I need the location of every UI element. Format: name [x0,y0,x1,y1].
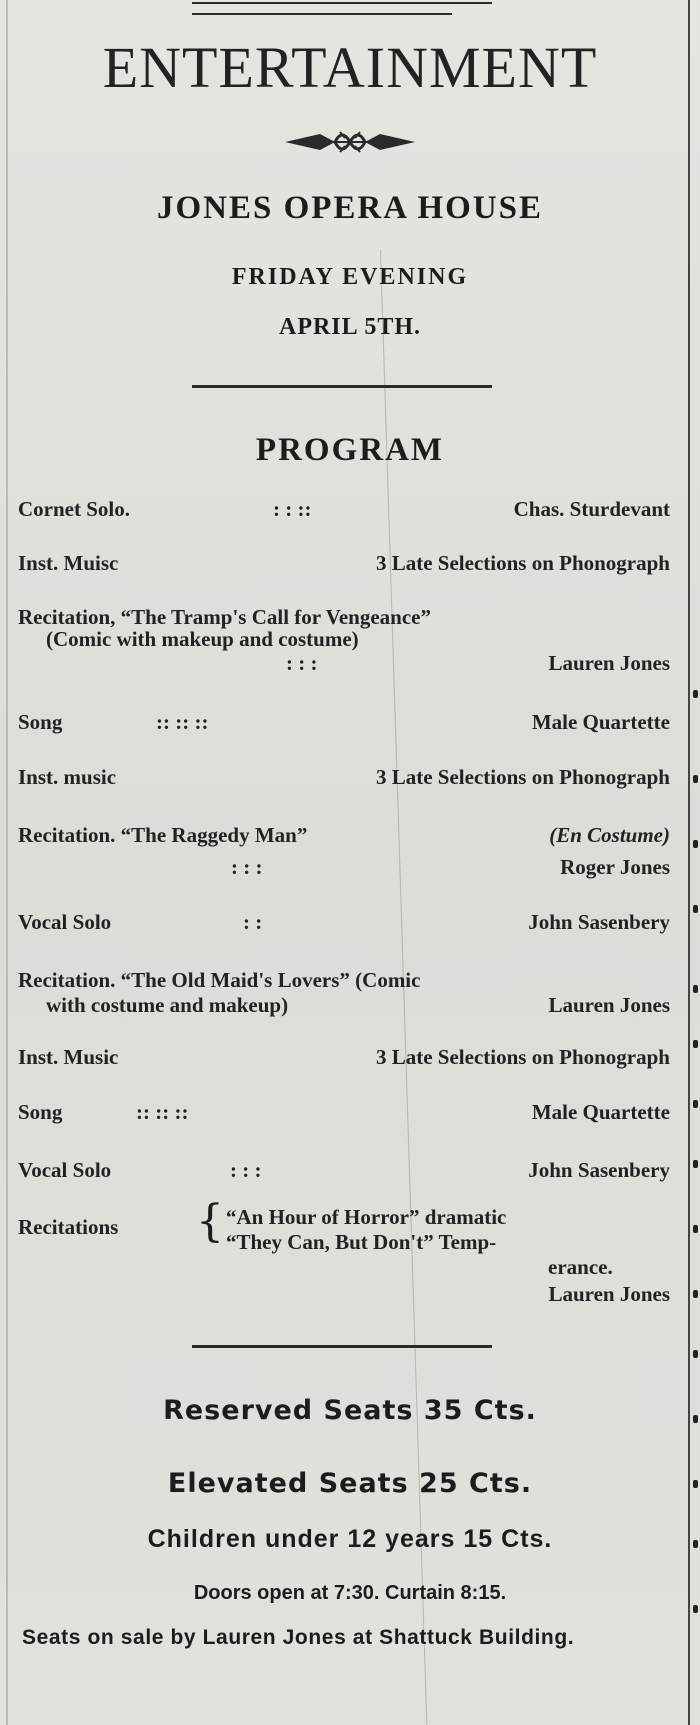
item-dots: :: :: :: [136,1100,189,1124]
section-rule [192,1345,492,1348]
item-dots: : : : [231,855,263,879]
ticket-sale-note: Seats on sale by Lauren Jones at Shattuck Building. [22,1626,575,1649]
item-line-1: “An Hour of Horror” dramatic [226,1205,507,1229]
item-sub: (Comic with makeup and costume) [46,627,359,651]
item-label: Recitation, “The Tramp's Call for Vengeance” [18,605,431,629]
item-line-2: “They Can, But Don't” Temp- [226,1230,497,1254]
item-label: Inst. Music [18,1045,119,1069]
elevated-seats-price: Elevated Seats 25 Cts. [167,1468,533,1499]
item-dots: : : :: [273,497,312,521]
event-day: FRIDAY EVENING [231,264,469,290]
item-label: Vocal Solo [18,1158,112,1182]
item-performer: 3 Late Selections on Phonograph [375,765,670,789]
item-label: Cornet Solo. [18,497,130,521]
item-label: Song [18,710,63,734]
ornament-icon [280,122,420,162]
top-rule [192,2,492,4]
item-performer: Male Quartette [531,710,670,734]
item-costume-note: (En Costume) [549,823,670,847]
item-performer: Male Quartette [531,1100,670,1124]
section-rule [192,385,492,388]
door-times: Doors open at 7:30. Curtain 8:15. [193,1582,507,1604]
program-heading: PROGRAM [255,432,445,468]
item-performer: Lauren Jones [548,651,670,675]
item-performer: Lauren Jones [548,1282,670,1306]
item-label: Recitation. “The Raggedy Man” [18,823,308,847]
item-dots: :: :: :: [156,710,209,734]
item-performer: Roger Jones [560,855,670,879]
item-performer: 3 Late Selections on Phonograph [375,551,670,575]
children-price: Children under 12 years 15 Cts. [147,1525,553,1553]
venue-name: JONES OPERA HOUSE [156,190,544,226]
item-label: Inst. Muisc [18,551,119,575]
item-line-3: erance. [548,1255,613,1279]
headline-title: ENTERTAINMENT [102,35,598,100]
ornament-divider [0,122,700,162]
reserved-seats-price: Reserved Seats 35 Cts. [163,1395,537,1426]
item-label: Vocal Solo [18,910,112,934]
event-date: APRIL 5TH. [278,314,422,340]
item-label: Song [18,1100,63,1124]
item-sub: with costume and makeup) [46,993,289,1017]
item-performer: John Sasenbery [528,910,670,934]
brace-icon: { [196,1196,224,1247]
item-performer: Lauren Jones [548,993,670,1017]
left-edge [6,0,8,1725]
item-label: Inst. music [18,765,117,789]
item-label: Recitations [18,1215,119,1239]
item-performer: Chas. Sturdevant [513,497,670,521]
adjacent-column-marks [690,0,700,1725]
item-performer: 3 Late Selections on Phonograph [375,1045,670,1069]
item-performer: John Sasenbery [528,1158,670,1182]
item-label: Recitation. “The Old Maid's Lovers” (Comic [18,968,421,992]
top-rule-2 [192,13,452,15]
item-dots: : : : [230,1158,262,1182]
item-dots: : : : [286,651,318,675]
item-dots: : : [243,910,263,934]
